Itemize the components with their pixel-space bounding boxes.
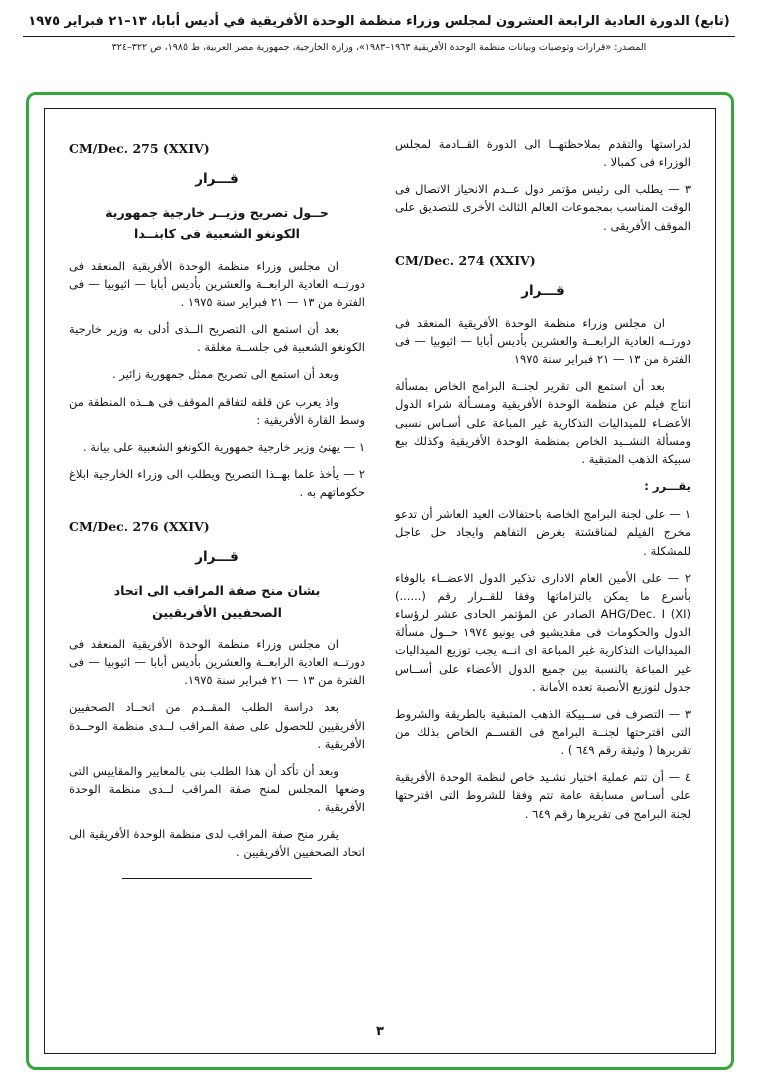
decision-heading-276: قـــرار — [195, 549, 239, 566]
end-of-text-divider — [122, 878, 312, 879]
header-divider — [23, 36, 735, 37]
decision-276-preamble-3: وبعد أن تأكد أن هذا الطلب بنى بالمعايير والمقاييس التى وضعها المجلس لمنح صفة المراقب لــدى منظمة الوحدة الأفريقية . — [69, 763, 365, 815]
decision-id-274: CM/Dec. 274 (XXIV) — [395, 252, 536, 268]
decision-276-title-line1: بشان منح صفة المراقب الى اتحاد — [113, 583, 321, 599]
decision-heading-275: قـــرار — [195, 170, 239, 187]
session-title: (تابع) الدورة العادية الرابعة العشرون لمجلس وزراء منظمة الوحدة الأفريقية في أديس أبابا، ١٣–٢١ فبراير ١٩٧٥ — [28, 14, 730, 29]
carryover-item-3: ٣ — يطلب الى رئيس مؤتمر دول عــدم الانحياز الاتصال فى الوقت المناسب بمجموعات العالم الثالث الأخرى للتصديق على الموقف الأفريقى . — [395, 182, 691, 233]
page-header — [0, 0, 758, 53]
decision-id-275: CM/Dec. 275 (XXIV) — [69, 141, 210, 156]
decision-275-item-2: ٢ — يأخذ علما بهــذا التصريح ويطلب الى وزراء الخارجية ابلاغ حكوماتهم به . — [69, 466, 365, 500]
decision-275-preamble-4: واذ يعرب عن قلقه لتفاقم الموقف فى هــذه المنطقة من وسط القارة الأفريقية : — [69, 394, 365, 427]
decision-275-preamble-3: وبعد أن استمع الى تصريح ممثل جمهورية زائير . — [111, 367, 339, 382]
decision-276-title-line2: الصحفيين الأفريقيين — [152, 604, 282, 620]
two-column-text — [69, 135, 691, 1024]
carryover-paragraph: لدراستها والتقدم بملاحظتهــا الى الدورة القــادمة لمجلس الوزراء فى كمبالا . — [395, 137, 691, 170]
decision-id-276: CM/Dec. 276 (XXIV) — [69, 519, 210, 535]
decision-275-title-line2: الكونغو الشعبية فى كابنــدا — [134, 226, 300, 242]
decision-276-preamble-2: بعد دراسة الطلب المقــدم من اتحــاد الصحفيين الأفريقيين للحصول على صفة المراقب لــدى منظمة الوحــدة الأفريقية . — [69, 700, 365, 751]
decision-274-item-2: ٢ — على الأمين العام الادارى تذكير الدول الاعضــاء بالوفاء بأسرع ما يمكن بالتزاماتها وفقا للقــرار رقم (......) AHG/Dec. I (XI) الصادر عن المؤتمر الحادى عشر لرؤساء الدول والحكومات فى مقديشيو فى يونيو ١٩٧٤ حــول مسألة الميداليات التذكارية غير المباعة اى انــه يجب توزيع الميداليات غير المباعة بالنسبة بين جميع الدول الأعضاء على أســاس جدول لتوزيع الأنصبة تعده الأمانة . — [395, 570, 691, 694]
column-left — [69, 135, 365, 1024]
decision-274-item-3: ٣ — التصرف فى ســبيكة الذهب المتبقية بالطريقة والشروط التى اقترحتها لجنــة البرامج فى القســم الخاص بذلك من تقريرها ( وثيقة رقم ٦٤٩ ) . — [395, 706, 691, 758]
decision-274-item-4: ٤ — أن تتم عملية اختيار نشـيد خاص لنظمة الوحدة الأفريقية على أسـاس مسابقة عامة تتم وفقا للشروط التى اقترحتها لجنة البرامج فى تقريرها رقم ٦٤٩ . — [395, 770, 691, 821]
decision-heading-274: قـــرار — [521, 282, 565, 299]
decision-276-title — [69, 580, 365, 623]
scan-highlight-frame — [26, 92, 734, 1070]
decision-275-title-line1: حــول تصريح وزيــر خارجية جمهورية — [105, 205, 329, 221]
column-right — [395, 135, 691, 1024]
decision-275-title — [69, 202, 365, 245]
decides-label: يقـــرر : — [644, 479, 691, 494]
decision-274-preamble-1: ان مجلس وزراء منظمة الوحدة الأفريقية المنعقد فى دورتــه العادية الرابعــة والعشرين بأديس أبابا — اثيوبيا — فى الفترة من ١٣ — ٢١ فبراير سنة ١٩٧٥ — [395, 315, 691, 367]
page-number: ٣ — [376, 1024, 384, 1039]
decision-275-item-1: ١ — يهنئ وزير خارجية جمهورية الكونغو الشعبية على بيانة . — [82, 439, 365, 454]
decision-274-item-1: ١ — على لجنة البرامج الخاصة باحتفالات العيد العاشر أن تدعو مخرج الفيلم لمناقشتة بغرض التفاهم وايجاد حل عاجل للمشكلة . — [395, 507, 691, 558]
decision-275-preamble-1: ان مجلس وزراء منظمة الوحدة الأفريقية المنعقد فى دورتــه العادية الرابعــة والعشرين بأديس أبابا — اثيوبيا — فى الفترة من ١٣ — ٢١ فبراير سنة ١٩٧٥ . — [69, 258, 365, 309]
decision-276-preamble-1: ان مجلس وزراء منظمة الوحدة الأفريقية المنعقد فى دورتــه العادية الرابعــة والعشرين بأديس أبابا — اثيوبيا — فى الفترة من ١٣ — ٢١ فبراير سنة ١٩٧٥. — [69, 636, 365, 688]
scanned-document-page — [44, 108, 716, 1054]
decision-276-operative: يقرر منح صفة المراقب لدى منظمة الوحدة الأفريقية الى اتحاد الصحفيين الأفريقيين . — [69, 827, 365, 860]
decision-275-preamble-2: بعد أن استمع الى التصريح الــذى أدلى به وزير خارجية الكونغو الشعبية فى جلســة مغلقة . — [69, 322, 365, 355]
source-citation: المصدر: «قرارات وتوصيات وبيانات منظمة الوحدة الأفريقية ١٩٦٣–١٩٨٣»، وزارة الخارجية، جمهورية مصر العربية، ط ١٩٨٥، ص ٣٢٢–٣٢٤ — [111, 42, 647, 53]
decision-274-preamble-2: بعد أن استمع الى تقرير لجنــة البرامج الخاص بمسألة انتاج فيلم عن منظمة الوحدة الأفريقية ومسـألة شراء الدول الأعضـاء للميداليات التذكارية غير المباعة على أسـاس نسبى ومسألة النشــيد الخاص بمنظمة الوحدة الأفريقية وكذلك بيع سبيكة الذهب المتبقية . — [395, 379, 691, 466]
